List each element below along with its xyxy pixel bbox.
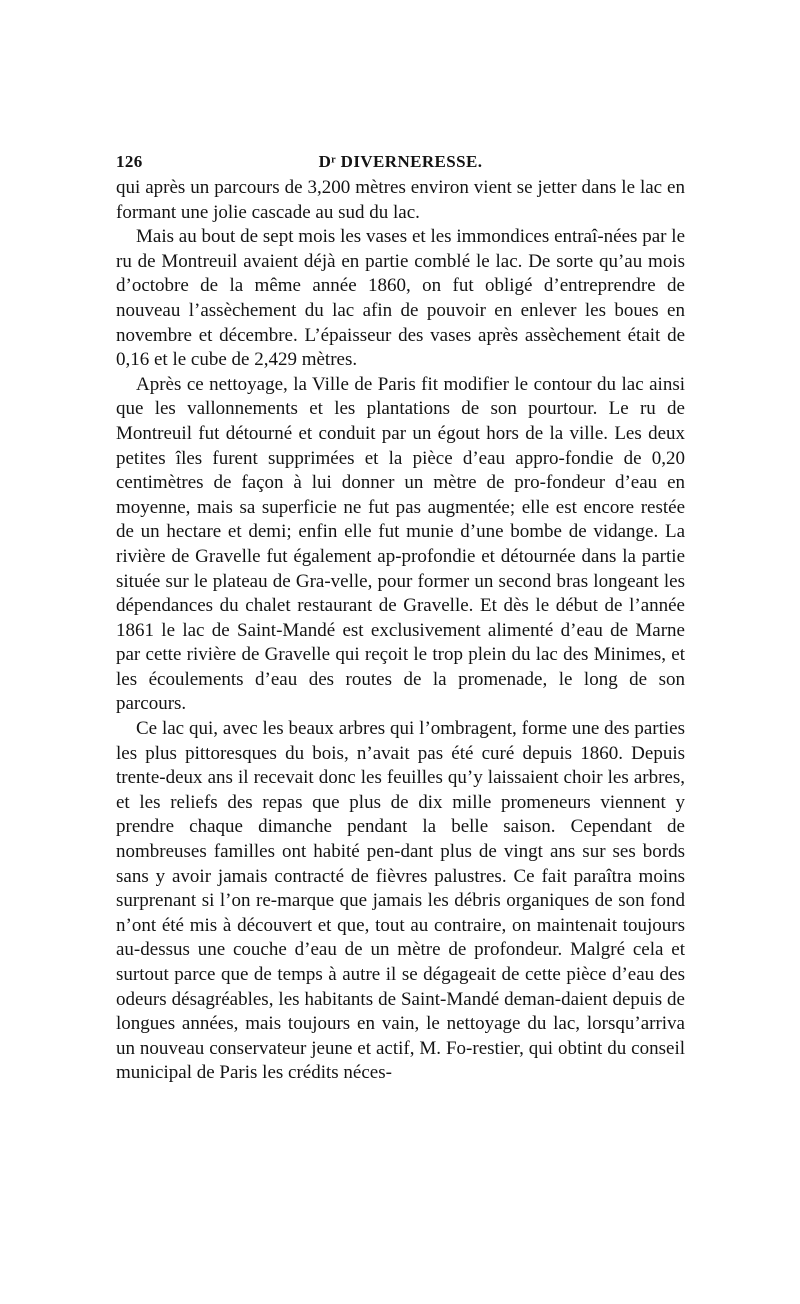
paragraph-continued: qui après un parcours de 3,200 mètres environ vient se jetter dans le lac en formant une jolie cascade au sud du lac. <box>116 177 685 223</box>
page-number: 126 <box>116 152 143 171</box>
paragraph: Ce lac qui, avec les beaux arbres qui l’ombragent, forme une des parties les plus pittoresques du bois, n’avait pas été curé depuis 1860. Depuis trente-deux ans il recevait donc les feuilles qu’y laissaient choir les arbres, et les reliefs des repas que plus de dix mille promeneurs viennent y prendre chaque dimanche pendant la belle saison. Cependant de nombreuses familles ont habité pen-dant plus de vingt ans sur ses bords sans y avoir jamais contracté de fièvres palustres. Ce fait paraîtra moins surprenant si l’on re-marque que jamais les débris organiques de son fond n’ont été mis à découvert et que, tout au contraire, on maintenait toujours au-dessus une couche d’eau de un mètre de profondeur. Malgré cela et surtout parce que de temps à autre il se dégageait de cette pièce d’eau des odeurs désagréables, les habitants de Saint-Mandé deman-daient depuis de longues années, mais toujours en vain, le nettoyage du lac, lorsqu’arriva un nouveau conservateur jeune et actif, M. Fo-restier, qui obtint du conseil municipal de Paris les crédits néces- <box>116 718 685 1084</box>
paragraph: Après ce nettoyage, la Ville de Paris fit modifier le contour du lac ainsi que les vallonnements et les plantations de son pourtour. Le ru de Montreuil fut détourné et conduit par un égout hors de la ville. Les deux petites îles furent supprimées et la pièce d’eau appro-fondie de 0,20 centimètres de façon à lui donner un mètre de pro-fondeur d’eau en moyenne, mais sa superficie ne fut pas augmentée; elle est encore restée de un hectare et demi; enfin elle fut munie d’une bombe de vidange. La rivière de Gravelle fut également ap-profondie et détournée dans la partie située sur le plateau de Gra-velle, pour former un second bras longeant les dépendances du chalet restaurant de Gravelle. Et dès le début de l’année 1861 le lac de Saint-Mandé est exclusivement alimenté d’eau de Marne par cette rivière de Gravelle qui reçoit le trop plein du lac des Minimes, et les écoulements d’eau des routes de la promenade, le long de son parcours. <box>116 373 685 715</box>
paragraph: Mais au bout de sept mois les vases et les immondices entraî-nées par le ru de Montreuil avaient déjà en partie comblé le lac. De sorte qu’au mois d’octobre de la même année 1860, on fut obligé d’entreprendre de nouveau l’assèchement du lac afin de pouvoir en enlever les boues en novembre et décembre. L’épaisseur des vases après assèchement était de 0,16 et le cube de 2,429 mètres. <box>116 226 685 371</box>
running-title: Dʳ DIVERNERESSE. <box>318 152 483 171</box>
running-head <box>116 146 685 176</box>
book-page <box>116 146 685 1086</box>
body-text <box>116 176 685 1086</box>
